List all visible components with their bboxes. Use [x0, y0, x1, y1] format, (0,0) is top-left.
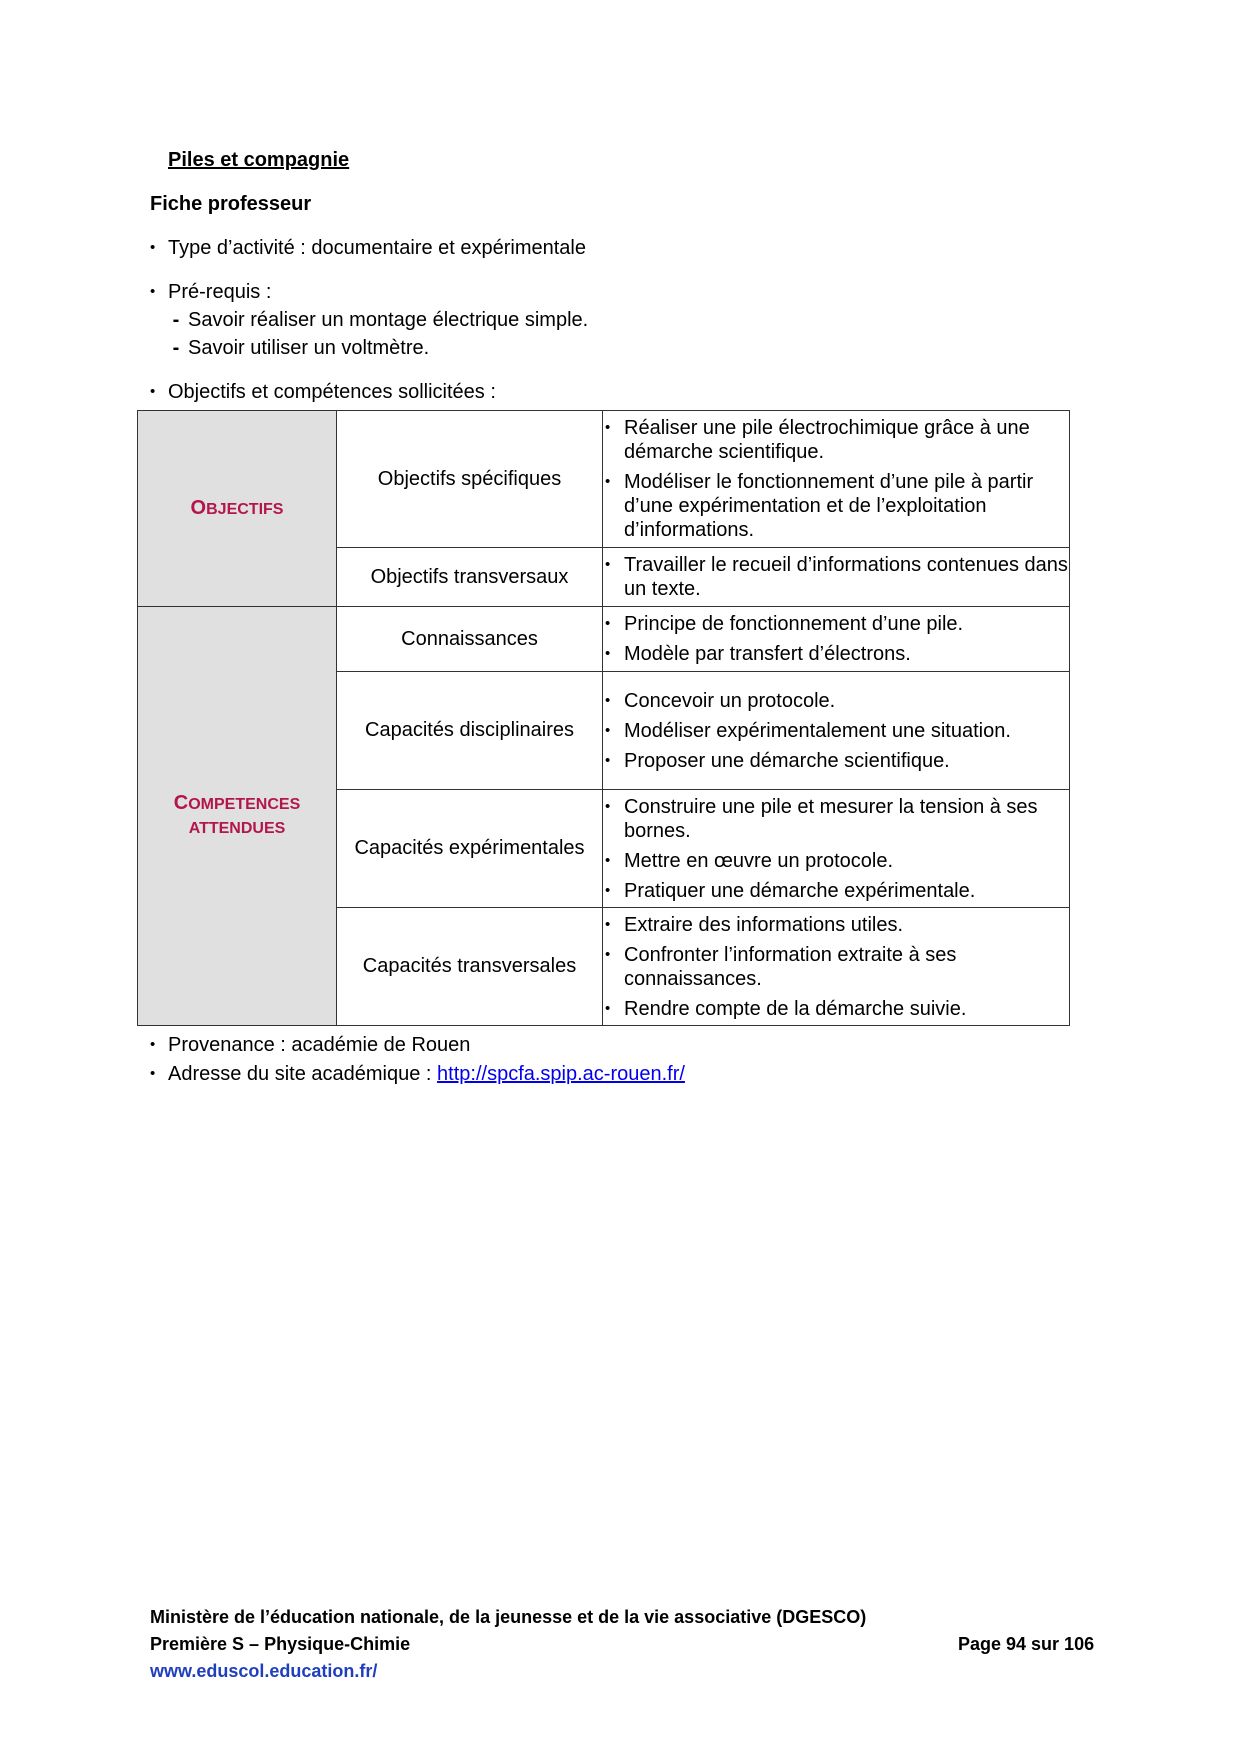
footer-ministry: Ministère de l’éducation nationale, de la jeunesse et de la vie associative (DGESCO)	[150, 1607, 867, 1627]
row-items	[603, 607, 1070, 672]
category-objectifs: OBJECTIFS	[138, 411, 337, 607]
document-subtitle: Fiche professeur	[150, 193, 312, 215]
bullet-icon: •	[605, 797, 611, 815]
bullet-icon: •	[150, 383, 156, 400]
list-item: • Principe de fonctionnement d’une pile.	[605, 613, 964, 635]
objectifs-line	[150, 381, 496, 404]
list-item: • Extraire des informations utiles.	[605, 913, 904, 936]
bullet-icon: •	[605, 419, 611, 436]
list-item: • Modéliser le fonctionnement d’une pile à partir d’une expérimentation et de l’exploitation d’informations.	[605, 471, 1034, 541]
list-item: • Rendre compte de la démarche suivie.	[605, 997, 967, 1020]
row-label: Capacités transversales	[337, 908, 603, 1026]
bullet-icon: •	[150, 283, 156, 300]
list-item: • Réaliser une pile électrochimique grâce à une démarche scientifique.	[605, 417, 1030, 463]
row-label: Connaissances	[337, 607, 603, 672]
row-items	[603, 548, 1070, 607]
bullet-icon: •	[605, 881, 611, 899]
list-item: • Confronter l’information extraite à ses connaissances.	[605, 943, 957, 990]
row-items	[603, 672, 1070, 790]
footer-page-number: Page 94 sur 106	[958, 1634, 1095, 1654]
bullet-icon: •	[605, 615, 611, 632]
footer-course: Première S – Physique-Chimie	[150, 1634, 411, 1654]
type-activite-text: Type d’activité : documentaire et expérimentale	[168, 237, 586, 259]
list-item: • Modéliser expérimentalement une situation.	[605, 719, 1011, 742]
row-label: Objectifs spécifiques	[337, 411, 603, 548]
provenance-line	[150, 1034, 470, 1057]
bullet-icon: •	[605, 721, 611, 739]
list-item: • Proposer une démarche scientifique.	[605, 749, 950, 772]
dash-icon: -	[172, 309, 180, 331]
objectifs-label: Objectifs et compétences sollicitées :	[168, 381, 496, 403]
provenance-text: Provenance : académie de Rouen	[168, 1034, 471, 1056]
bullet-icon: •	[605, 556, 611, 573]
footer-website[interactable]: www.eduscol.education.fr/	[150, 1661, 378, 1681]
type-activite-line	[150, 237, 586, 260]
competences-table	[137, 410, 1070, 1026]
list-item: • Concevoir un protocole.	[605, 689, 836, 712]
row-label: Objectifs transversaux	[337, 548, 603, 607]
list-item: • Construire une pile et mesurer la tension à ses bornes.	[605, 795, 1038, 842]
row-label: Capacités expérimentales	[337, 790, 603, 908]
list-item: • Modèle par transfert d’électrons.	[605, 643, 911, 665]
dash-icon: -	[172, 337, 180, 359]
prerequis-line	[150, 281, 271, 304]
bullet-icon: •	[605, 999, 611, 1017]
adresse-line	[150, 1063, 685, 1086]
bullet-icon: •	[605, 851, 611, 869]
bullet-icon: •	[150, 239, 156, 256]
row-items	[603, 411, 1070, 548]
bullet-icon: •	[150, 1036, 156, 1053]
bullet-icon: •	[605, 645, 611, 662]
adresse-label: Adresse du site académique :	[168, 1063, 438, 1085]
list-item: • Mettre en œuvre un protocole.	[605, 849, 894, 872]
row-label: Capacités disciplinaires	[337, 672, 603, 790]
table-row	[138, 607, 1070, 672]
category-competences: COMPETENCES ATTENDUES	[138, 607, 337, 1026]
bullet-icon: •	[605, 473, 611, 490]
bullet-icon: •	[605, 945, 611, 963]
prerequis-label: Pré-requis :	[168, 281, 272, 303]
bullet-icon: •	[605, 691, 611, 709]
bullet-icon: •	[150, 1065, 156, 1082]
prerequis-item: - Savoir réaliser un montage électrique simple.	[164, 309, 588, 332]
prerequis-item: - Savoir utiliser un voltmètre.	[164, 337, 429, 360]
list-item: • Pratiquer une démarche expérimentale.	[605, 879, 976, 902]
academic-site-link[interactable]: http://spcfa.spip.ac-rouen.fr/	[437, 1063, 685, 1085]
table-row	[138, 411, 1070, 548]
bullet-icon: •	[605, 751, 611, 769]
list-item: • Travailler le recueil d’informations contenues dans un texte.	[605, 554, 1068, 600]
row-items	[603, 908, 1070, 1026]
bullet-icon: •	[605, 915, 611, 933]
document-title: Piles et compagnie	[168, 149, 350, 171]
row-items	[603, 790, 1070, 908]
